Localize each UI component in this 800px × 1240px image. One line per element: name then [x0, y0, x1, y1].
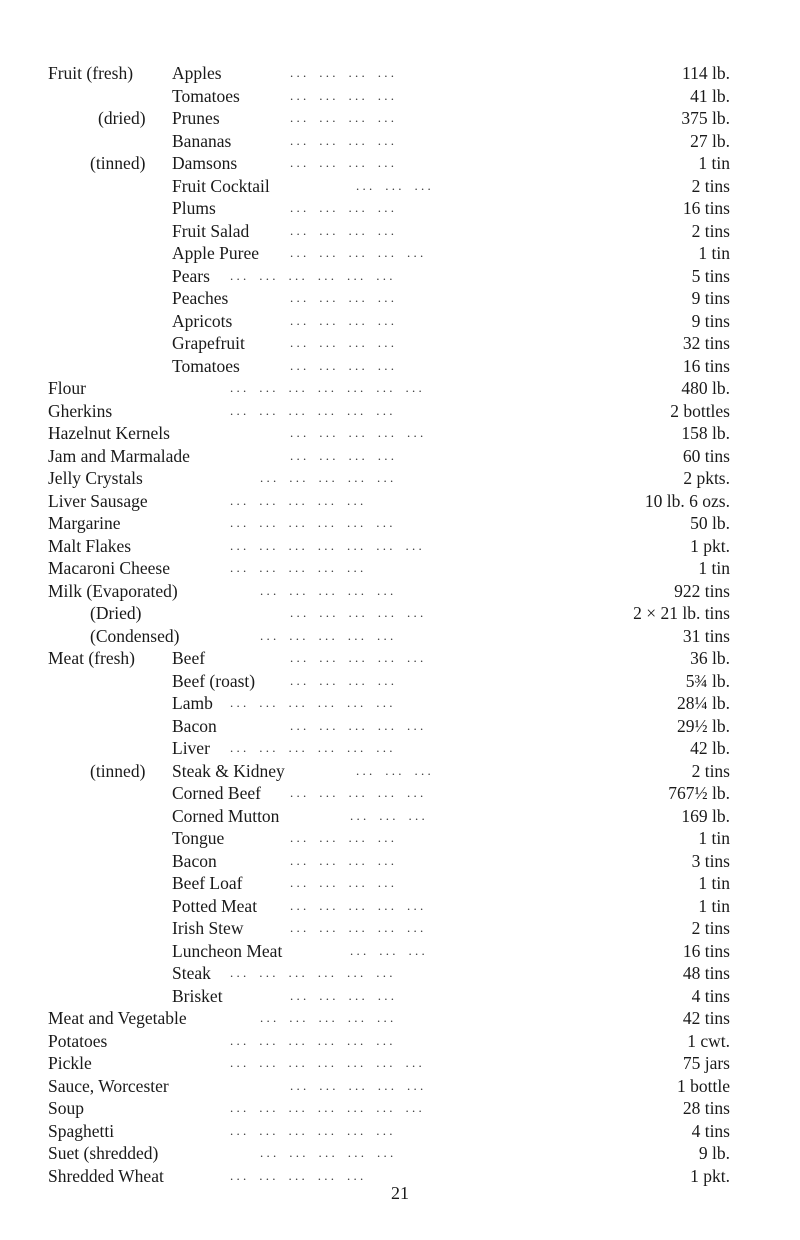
list-item: [0, 85, 800, 108]
item-name: Bacon: [172, 715, 217, 736]
leader-dots: . . . . . . . . . . . . . . .: [290, 717, 424, 733]
item-name: (Condensed): [90, 625, 180, 646]
item-name: Beef Loaf: [172, 873, 243, 893]
item-name: Tomatoes: [172, 85, 240, 106]
item-name: Sauce, Worcester: [48, 1075, 169, 1096]
leader-dots: . . . . . . . . .: [356, 762, 431, 778]
item-quantity: 31 tins: [682, 625, 730, 646]
item-quantity: 767½ lb.: [668, 783, 730, 803]
item-name: Soup: [48, 1098, 84, 1118]
leader-dots: . . . . . . . . . . . . . . .: [230, 1167, 364, 1183]
leader-dots: . . . . . . . . . . . .: [290, 200, 394, 215]
list-item: [0, 1120, 800, 1143]
item-name: Apple Puree: [172, 243, 259, 263]
item-quantity: 28 tins: [682, 1098, 730, 1118]
item-quantity: 4 tins: [691, 985, 730, 1006]
item-quantity: 922 tins: [674, 580, 730, 601]
item-quantity: 2 pkts.: [683, 468, 730, 488]
item-name: Plums: [172, 198, 216, 218]
list-item: [0, 355, 800, 378]
leader-dots: . . . . . . . . . . . .: [290, 335, 394, 350]
list-item: [0, 647, 800, 670]
list-item: [0, 445, 800, 468]
leader-dots: . . . . . . . . . . . .: [290, 132, 394, 148]
item-name: Beef (roast): [172, 670, 256, 691]
item-name: Margarine: [48, 513, 121, 533]
item-quantity: 50 lb.: [690, 513, 730, 533]
item-quantity: 16 tins: [682, 940, 730, 961]
item-quantity: 60 tins: [682, 445, 730, 466]
list-item: [0, 220, 800, 243]
item-name: Fruit Cocktail: [172, 175, 270, 196]
item-name: Corned Beef: [172, 783, 261, 803]
list-item: [0, 175, 800, 198]
leader-dots: . . . . . . . . . . . . . . . . . . . . .: [230, 1055, 422, 1070]
item-quantity: 41 lb.: [690, 85, 730, 106]
item-name: Gherkins: [48, 400, 113, 421]
list-item: [0, 467, 800, 490]
leader-dots: . . . . . . . . . . . . . . . . . .: [230, 965, 393, 980]
leader-dots: . . . . . . . . . . . . . . .: [230, 560, 364, 575]
item-name: Liver: [172, 738, 210, 758]
leader-dots: . . . . . . . . . . . . . . .: [290, 650, 424, 665]
leader-dots: . . . . . . . . . . . . . . . . . .: [230, 267, 393, 283]
item-quantity: 480 lb.: [681, 378, 730, 398]
item-name: Steak & Kidney: [172, 760, 285, 781]
item-quantity: 1 pkt.: [690, 1165, 730, 1186]
leader-dots: . . . . . . . . . . . .: [290, 987, 394, 1003]
item-name: Potted Meat: [172, 895, 258, 916]
leader-dots: . . . . . . . . . . . .: [290, 290, 394, 305]
leader-dots: . . . . . . . . .: [350, 942, 425, 958]
leader-dots: . . . . . . . . . . . . . . . . . .: [230, 1122, 393, 1138]
list-item: [0, 715, 800, 738]
item-name: Damsons: [172, 153, 238, 173]
item-name: Irish Stew: [172, 918, 244, 938]
leader-dots: . . . . . . . . . . . .: [290, 155, 394, 170]
leader-dots: . . . . . . . . . . . .: [290, 672, 394, 688]
item-quantity: 9 tins: [691, 310, 730, 331]
item-name: Apricots: [172, 310, 233, 331]
list-item: [0, 917, 800, 940]
item-name: Spaghetti: [48, 1120, 115, 1141]
list-item: [0, 782, 800, 805]
leader-dots: . . . . . . . . . . . . . . . . . . . . .: [230, 1100, 422, 1115]
item-name: Jam and Marmalade: [48, 445, 190, 466]
item-quantity: 42 tins: [682, 1008, 730, 1028]
list-item: [0, 242, 800, 265]
leader-dots: . . . . . . . . . . . . . . .: [290, 897, 424, 913]
item-name: Bananas: [172, 130, 232, 151]
item-quantity: 36 lb.: [690, 648, 730, 668]
item-name: Fruit Salad: [172, 220, 250, 241]
list-item: [0, 670, 800, 693]
leader-dots: . . . . . . . . . . . . . . .: [260, 627, 394, 643]
leader-dots: . . . . . . . . . . . .: [290, 65, 394, 80]
list-item: [0, 850, 800, 873]
leader-dots: . . . . . . . . . . . . . . . . . .: [230, 740, 393, 755]
list-item: [0, 737, 800, 760]
item-name: Apples: [172, 63, 222, 83]
list-item: [0, 130, 800, 153]
item-quantity: 1 tin: [698, 558, 730, 578]
item-name: Milk (Evaporated): [48, 580, 178, 601]
list-item: [0, 805, 800, 828]
item-quantity: 169 lb.: [681, 805, 730, 826]
list-item: [0, 1097, 800, 1120]
item-quantity: 158 lb.: [681, 423, 730, 443]
list-item: [0, 377, 800, 400]
item-name: Pickle: [48, 1053, 92, 1073]
item-quantity: 1 tin: [698, 243, 730, 263]
list-item: [0, 962, 800, 985]
item-quantity: 2 tins: [691, 220, 730, 241]
item-quantity: 114 lb.: [682, 63, 730, 83]
leader-dots: . . . . . . . . . . . . . . .: [230, 492, 364, 508]
list-item: [0, 152, 800, 175]
leader-dots: . . . . . . . . . . . . . . . . . .: [230, 1032, 393, 1048]
list-item: [0, 490, 800, 513]
item-quantity: 75 jars: [682, 1053, 730, 1073]
category-prefix: (dried): [98, 108, 146, 128]
leader-dots: . . . . . . . . . . . .: [290, 875, 394, 890]
leader-dots: . . . . . . . . . . . . . . .: [290, 425, 424, 440]
list-item: [0, 1007, 800, 1030]
list-item: [0, 1052, 800, 1075]
item-name: Prunes: [172, 108, 220, 128]
leader-dots: . . . . . . . . . . . . . . . . . .: [230, 402, 393, 418]
list-item: [0, 827, 800, 850]
item-quantity: 375 lb.: [681, 108, 730, 128]
item-name: Grapefruit: [172, 333, 245, 353]
list-item: [0, 940, 800, 963]
list-item: [0, 535, 800, 558]
item-name: Brisket: [172, 985, 223, 1006]
list-item: [0, 332, 800, 355]
leader-dots: . . . . . . . . . . . . . . . . . . . . .: [230, 537, 422, 553]
item-quantity: 3 tins: [691, 850, 730, 871]
item-name: Hazelnut Kernels: [48, 423, 170, 443]
leader-dots: . . . . . . . . . . . .: [290, 830, 394, 845]
item-quantity: 2 bottles: [670, 400, 730, 421]
leader-dots: . . . . . . . . . . . . . . .: [260, 1145, 394, 1160]
list-item: [0, 197, 800, 220]
list-item: [0, 1030, 800, 1053]
item-quantity: 5¾ lb.: [685, 670, 730, 691]
item-quantity: 1 tin: [698, 828, 730, 848]
item-quantity: 27 lb.: [690, 130, 730, 151]
leader-dots: . . . . . . . . .: [356, 177, 431, 193]
list-item: [0, 602, 800, 625]
item-quantity: 1 tin: [698, 153, 730, 173]
leader-dots: . . . . . . . . . . . .: [290, 110, 394, 125]
leader-dots: . . . . . . . . . . . . . . . . . .: [230, 695, 393, 710]
list-item: [0, 422, 800, 445]
item-name: Meat and Vegetable: [48, 1008, 187, 1028]
item-name: Jelly Crystals: [48, 468, 143, 488]
item-quantity: 32 tins: [682, 333, 730, 353]
item-name: Liver Sausage: [48, 490, 148, 511]
leader-dots: . . . . . . . . . . . . . . . . . . . . .: [230, 380, 422, 395]
list-item: [0, 692, 800, 715]
list-item: [0, 625, 800, 648]
item-name: Lamb: [172, 693, 213, 713]
item-quantity: 2 × 21 lb. tins: [633, 603, 730, 623]
leader-dots: . . . . . . . . . . . . . . .: [290, 605, 424, 620]
leader-dots: . . . . . . . . . . . . . . .: [290, 920, 424, 935]
item-name: Steak: [172, 963, 211, 983]
leader-dots: . . . . . . . . . . . . . . .: [260, 582, 394, 598]
list-item: [0, 985, 800, 1008]
category-prefix: Fruit (fresh): [48, 63, 134, 83]
item-name: Macaroni Cheese: [48, 558, 170, 578]
item-name: Flour: [48, 378, 86, 398]
leader-dots: . . . . . . . . . . . .: [290, 852, 394, 868]
item-quantity: 48 tins: [682, 963, 730, 983]
item-quantity: 2 tins: [691, 918, 730, 938]
item-name: Tomatoes: [172, 355, 240, 376]
item-quantity: 1 pkt.: [690, 535, 730, 556]
list-item: [0, 557, 800, 580]
item-quantity: 1 bottle: [677, 1075, 730, 1096]
item-name: Tongue: [172, 828, 225, 848]
item-name: Potatoes: [48, 1030, 108, 1051]
list-item: [0, 1142, 800, 1165]
item-name: Malt Flakes: [48, 535, 132, 556]
leader-dots: . . . . . . . . . . . .: [290, 447, 394, 463]
leader-dots: . . . . . . . . .: [350, 807, 425, 823]
list-item: [0, 872, 800, 895]
item-quantity: 16 tins: [682, 355, 730, 376]
list-item: [0, 895, 800, 918]
leader-dots: . . . . . . . . . . . . . . .: [290, 785, 424, 800]
list-item: [0, 107, 800, 130]
leader-dots: . . . . . . . . . . . . . . .: [260, 470, 394, 485]
page-number: 21: [391, 1183, 409, 1203]
list-item: [0, 1075, 800, 1098]
item-quantity: 29½ lb.: [677, 715, 730, 736]
leader-dots: . . . . . . . . . . . . . . .: [290, 245, 424, 260]
category-prefix: (tinned): [90, 153, 146, 173]
item-quantity: 9 lb.: [698, 1143, 730, 1163]
item-name: Suet (shredded): [48, 1143, 159, 1163]
item-name: Bacon: [172, 850, 217, 871]
list-item: [0, 580, 800, 603]
leader-dots: . . . . . . . . . . . . . . . . . .: [230, 515, 393, 530]
item-name: (Dried): [90, 603, 142, 623]
item-name: Shredded Wheat: [48, 1165, 164, 1186]
leader-dots: . . . . . . . . . . . .: [290, 312, 394, 328]
category-prefix: Meat (fresh): [48, 648, 135, 668]
list-item: [0, 265, 800, 288]
item-quantity: 2 tins: [691, 175, 730, 196]
item-name: Corned Mutton: [172, 805, 280, 826]
list-item: [0, 310, 800, 333]
item-quantity: 1 tin: [698, 873, 730, 893]
item-name: Peaches: [172, 288, 229, 308]
list-item: [0, 287, 800, 310]
item-quantity: 4 tins: [691, 1120, 730, 1141]
list-item: [0, 512, 800, 535]
leader-dots: . . . . . . . . . . . . . . .: [290, 1077, 424, 1093]
leader-dots: . . . . . . . . . . . .: [290, 357, 394, 373]
item-name: Luncheon Meat: [172, 940, 283, 961]
item-quantity: 1 tin: [698, 895, 730, 916]
leader-dots: . . . . . . . . . . . .: [290, 87, 394, 103]
item-quantity: 9 tins: [691, 288, 730, 308]
item-quantity: 1 cwt.: [687, 1030, 730, 1051]
item-quantity: 5 tins: [691, 265, 730, 286]
item-quantity: 10 lb. 6 ozs.: [644, 490, 730, 511]
item-quantity: 16 tins: [682, 198, 730, 218]
item-quantity: 28¼ lb.: [677, 693, 730, 713]
category-prefix: (tinned): [90, 760, 146, 781]
leader-dots: . . . . . . . . . . . .: [290, 222, 394, 238]
item-quantity: 42 lb.: [690, 738, 730, 758]
item-name: Beef: [172, 648, 206, 668]
list-item: [0, 400, 800, 423]
item-quantity: 2 tins: [691, 760, 730, 781]
list-item: [0, 760, 800, 783]
item-name: Pears: [172, 265, 210, 286]
leader-dots: . . . . . . . . . . . . . . .: [260, 1010, 394, 1025]
list-item: [0, 62, 800, 85]
